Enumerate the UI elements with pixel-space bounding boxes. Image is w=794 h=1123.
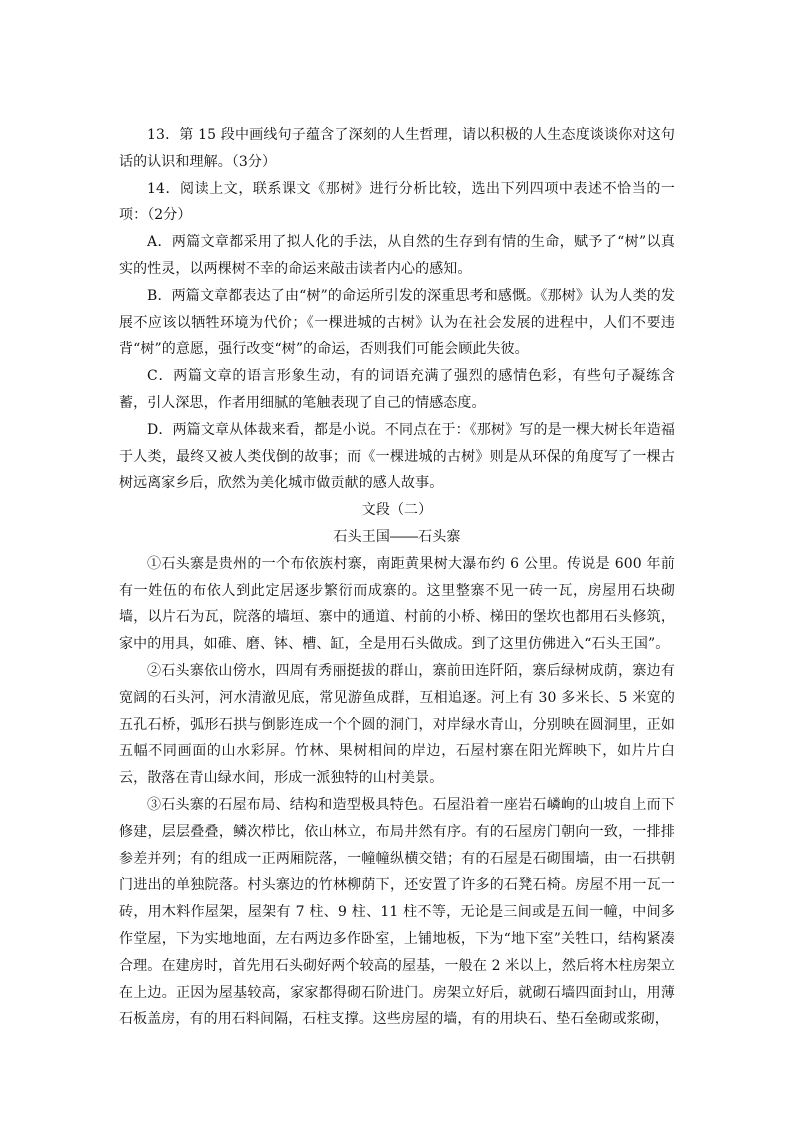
article-paragraph-3: ③石头寨的石屋布局、结构和造型极具特色。石屋沿着一座岩石嶙峋的山坡自上而下修建，层层叠叠，鳞次栉比，依山林立，布局井然有序。有的石屋房门朝向一致，一排排参差并列；有的组成一正两厢院落，一幢幢纵横交错；有的石屋是石砌围墙，由一石拱朝门进出的单独院落。村头寨边的竹林柳荫下，还安置了许多的石凳石椅。房屋不用一瓦一砖，用木料作屋架，屋架有 7 柱、9 柱、11 柱不等，无论是三间或是五间一幢，中间多作堂屋，下为实地地面，左右两边多作卧室，上铺地板，下为“地下室”关牲口，结构紧凑合理。在建房时，首先用石头砌好两个较高的屋基，一般在 2 米以上，然后将木柱房架立在上边。正因为屋基较高，家家都得砌石阶进门。房架立好后，就砌石墙四面封山，用薄石板盖房，有的用石料间隔，石柱支撑。这些房屋的墙，有的用块石、垫石垒砌或浆砌， bbox=[119, 796, 675, 1028]
question-14: 14．阅读上文，联系课文《那树》进行分析比较，选出下列四项中表述不恰当的一项：（2分） bbox=[119, 180, 675, 224]
section-label: 文段（二） bbox=[361, 502, 433, 519]
article-title: 石头王国――石头寨 bbox=[333, 528, 461, 545]
question-13: 13．第 15 段中画线句子蕴含了深刻的人生哲理，请以积极的人生态度谈谈你对这句话的认识和理解。（3分） bbox=[119, 127, 675, 170]
document-body bbox=[119, 122, 675, 1033]
article-paragraph-2: ②石头寨依山傍水，四周有秀丽挺拔的群山，寨前田连阡陌，寨后绿树成荫，寨边有宽阔的石头河，河水清澈见底，常见游鱼成群，互相追逐。河上有 30 多米长、5 米宽的五孔石桥，弧形石拱与倒影连成一个个圆的洞门，对岸绿水青山，分别映在圆洞里，正如五幅不同画面的山水彩屏。竹林、果树相间的岸边，石屋村寨在阳光辉映下，如片片白云，散落在青山绿水间，形成一派独特的山村美景。 bbox=[119, 662, 675, 787]
question-14-option-c: C．两篇文章的语言形象生动，有的词语充满了强烈的感情色彩，有些句子凝练含蓄，引人深思，作者用细腻的笔触表现了自己的情感态度。 bbox=[119, 368, 675, 411]
question-14-option-d: D．两篇文章从体裁来看，都是小说。不同点在于：《那树》写的是一棵大树长年造福于人类，最终又被人类伐倒的故事；而《一棵进城的古树》则是从环保的角度写了一棵古树远离家乡后，欣然为美化城市做贡献的感人故事。 bbox=[119, 421, 675, 492]
question-14-option-b: B．两篇文章都表达了由“树”的命运所引发的深重思考和感慨。《那树》认为人类的发展不应该以牺牲环境为代价；《一棵进城的古树》认为在社会发展的进程中，人们不要违背“树”的意愿，强行改变“树”的命运，否则我们可能会顾此失彼。 bbox=[119, 287, 675, 358]
article-paragraph-1: ①石头寨是贵州的一个布依族村寨，南距黄果树大瀑布约 6 公里。传说是 600 年前有一姓伍的布依人到此定居逐步繁衍而成寨的。这里整寨不见一砖一瓦，房屋用石块砌墙，以片石为瓦，院落的墙垣、寨中的通道、村前的小桥、梯田的堡坎也都用石头修筑，家中的用具，如碓、磨、钵、槽、缸，全是用石头做成。到了这里仿佛进入“石头王国”。 bbox=[119, 555, 675, 653]
question-14-option-a: A．两篇文章都采用了拟人化的手法，从自然的生存到有情的生命，赋予了“树”以真实的性灵，以两棵树不幸的命运来敲击读者内心的感知。 bbox=[119, 234, 675, 277]
